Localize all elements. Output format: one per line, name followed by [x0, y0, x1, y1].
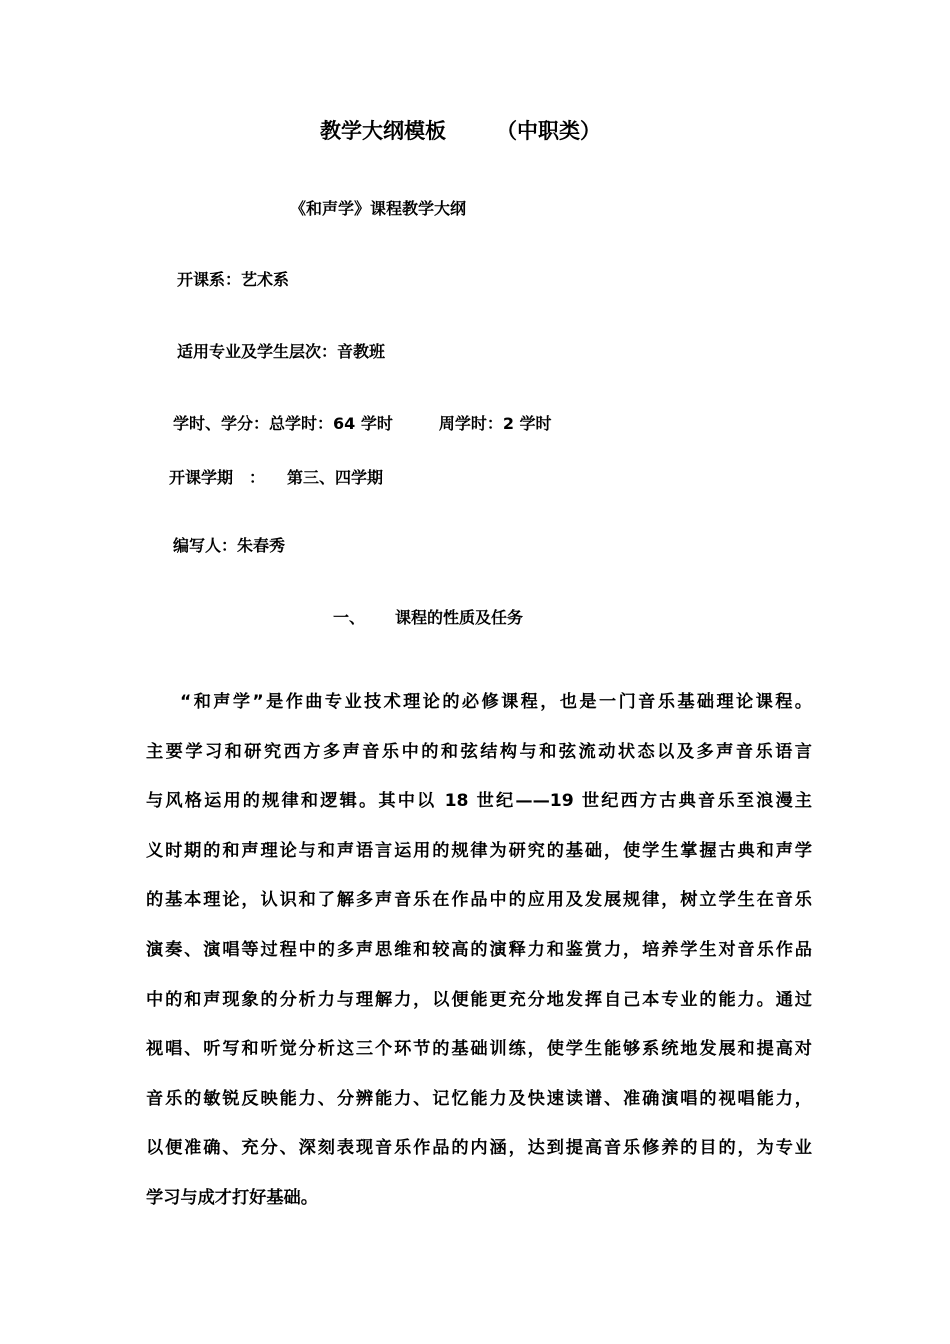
hours-line [173, 416, 552, 432]
semester-line [169, 470, 383, 486]
page-title [320, 121, 601, 142]
paragraph-line: 中的和声现象的分析力与理解力，以便能更充分地发挥自己本专业的能力。通过 [146, 989, 812, 1010]
semester-colon: ： [249, 468, 266, 487]
course-title: 《和声学》课程教学大纲 [290, 199, 467, 218]
paragraph-line: 学习与成才打好基础。 [146, 1187, 318, 1208]
paragraph-line: 义时期的和声理论与和声语言运用的规律为研究的基础，使学生掌握古典和声学 [146, 840, 812, 861]
semester-value: 第三、四学期 [287, 468, 384, 487]
author-line: 编写人：朱春秀 [173, 536, 286, 555]
paragraph-line: 以便准确、充分、深刻表现音乐作品的内涵，达到提高音乐修养的目的，为专业 [146, 1138, 812, 1159]
section-title: 课程的性质及任务 [395, 608, 524, 627]
paragraph-line: 与风格运用的规律和逻辑。其中以 18 世纪——19 世纪西方古典音乐至浪漫主 [146, 791, 812, 812]
total-hours: 学时、学分：总学时：64 学时 [173, 414, 393, 433]
semester-label: 开课学期 [169, 468, 234, 487]
body-paragraph [146, 678, 812, 1224]
section-number: 一、 [333, 608, 366, 627]
paragraph-line: 音乐的敏锐反映能力、分辨能力、记忆能力及快速读谱、准确演唱的视唱能力， [146, 1088, 812, 1109]
section-heading [333, 610, 523, 626]
paragraph-line: 的基本理论，认识和了解多声音乐在作品中的应用及发展规律，树立学生在音乐 [146, 890, 812, 911]
department-line: 开课系：艺术系 [177, 270, 290, 289]
title-type: （中职类） [496, 119, 601, 143]
paragraph-line: 视唱、听写和听觉分析这三个环节的基础训练，使学生能够系统地发展和提高对 [146, 1039, 812, 1060]
title-main: 教学大纲模板 [320, 119, 446, 143]
paragraph-line: 主要学习和研究西方多声音乐中的和弦结构与和弦流动状态以及多声音乐语言 [146, 741, 812, 762]
paragraph-line: 演奏、演唱等过程中的多声思维和较高的演释力和鉴赏力，培养学生对音乐作品 [146, 939, 812, 960]
paragraph-line: “和声学”是作曲专业技术理论的必修课程，也是一门音乐基础理论课程。 [180, 692, 812, 712]
major-line: 适用专业及学生层次：音教班 [177, 342, 386, 361]
weekly-hours: 周学时：2 学时 [438, 414, 552, 433]
